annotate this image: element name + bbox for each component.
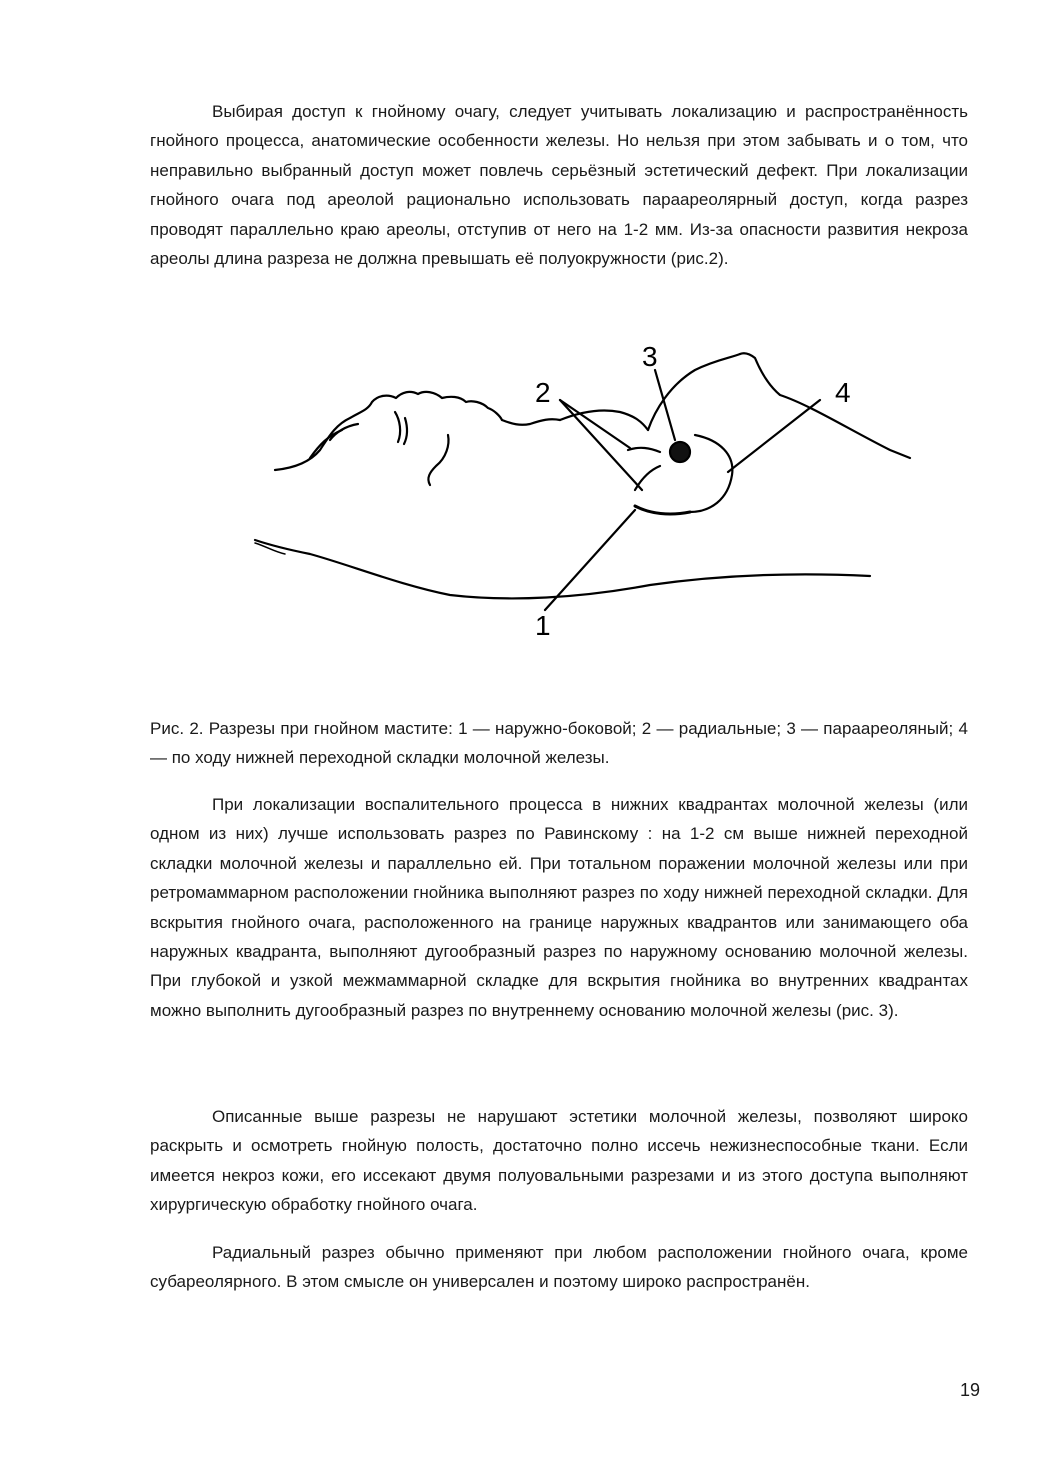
paragraph-radial-incision: Радиальный разрез обычно применяют при любом расположении гнойного очага, кроме субареолярного. В этом смысле он универсален и поэтому широко распространён. [150, 1243, 968, 1292]
page-number: 19 [960, 1380, 981, 1400]
figure-label-2: 2 [535, 377, 551, 408]
figure-label-4: 4 [835, 377, 851, 408]
figure-label-1: 1 [535, 610, 551, 640]
patient-drawing [250, 340, 920, 640]
figure-label-3: 3 [642, 341, 658, 372]
paragraph-access-choice: Выбирая доступ к гнойному очагу, следует учитывать локализацию и распространённость гнойного процесса, анатомические особенности железы. Но нельзя при этом забывать и о том, что неправильно выбранный доступ может повлечь серьёзный эстетический дефект. При локализации гнойного очага под ареолой рационально использовать парaареолярный доступ, когда разрез проводят параллельно краю ареолы, отступив от него на 1-2 мм. Из-за опасности развития некроза ареолы длина разреза не должна превышать её полуокружности (рис.2). [150, 102, 968, 269]
paragraph-aesthetics: Описанные выше разрезы не нарушают эстетики молочной железы, позволяют широко раскрыть и осмотреть гнойную полость, достаточно полно иссечь нежизнеспособные ткани. Если имеется некроз кожи, его иссекают двумя полуовальными разрезами и из этого доступа выполняют хирургическую обработку гнойного очага. [150, 1107, 968, 1215]
figure-caption: Рис. 2. Разрезы при гнойном мастите: 1 — наружно-боковой; 2 — радиальные; 3 — парaареоляный; 4 — по ходу нижней переходной складки молочной железы. [150, 719, 968, 768]
figure-incisions-illustration [250, 340, 920, 640]
paragraph-lower-quadrants: При локализации воспалительного процесса в нижних квадрантах молочной железы (или одном из них) лучше использовать разрез по Равинскому : на 1-2 см выше нижней переходной складки молочной железы и параллельно ей. При тотальном поражении молочной железы или при ретромаммарном расположении гнойника выполняют разрез по ходу нижней переходной складки. Для вскрытия гнойного очага, расположенного на границе наружных квадрантов или занимающего оба наружных квадранта, выполняют дугообразный разрез по наружному основанию молочной железы. При глубокой и узкой межмаммарной складке для вскрытия гнойника во внутренних квадрантах можно выполнить дугообразный разрез по внутреннему основанию молочной железы (рис. 3). [150, 795, 968, 1020]
